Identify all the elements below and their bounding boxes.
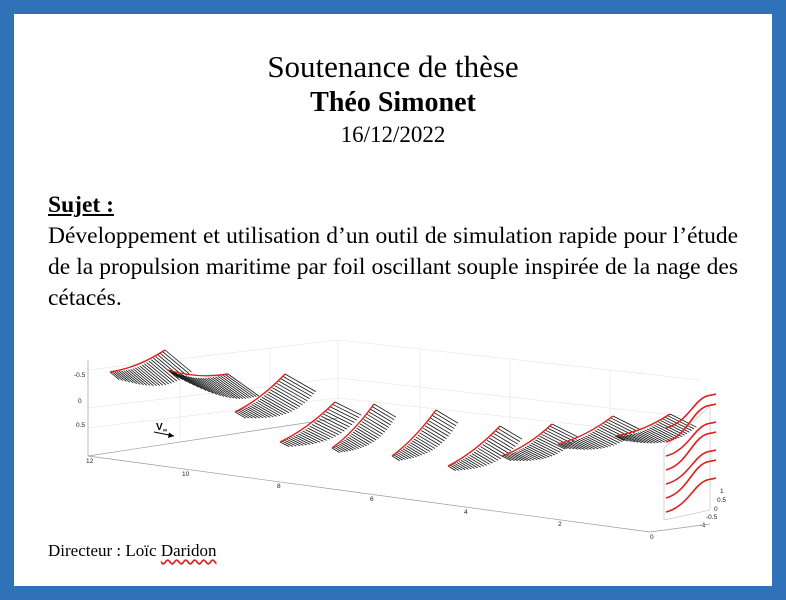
y-tick-label: 1 <box>720 488 724 495</box>
foil-snapshot <box>448 426 522 471</box>
velocity-label: V <box>156 422 163 433</box>
x-tick-label: 2 <box>558 521 562 528</box>
defense-date: 16/12/2022 <box>340 122 446 147</box>
x-tick-label: 0 <box>650 534 654 541</box>
foil-simulation-figure <box>70 320 730 550</box>
foil-simulation-plot <box>70 320 730 550</box>
x-tick-label: 10 <box>182 471 190 478</box>
foil-side-view <box>664 394 716 520</box>
foil-snapshot <box>110 350 191 386</box>
subject-text: Développement et utilisation d’un outil de simulation rapide pour l’étude de la propulsion maritime par foil oscillant souple inspirée de la nage des cétacés. <box>48 223 738 311</box>
z-tick-label: -0.5 <box>74 372 86 379</box>
foil-snapshot <box>332 404 396 453</box>
velocity-subscript: ∞ <box>163 428 168 434</box>
subject-label: Sujet : <box>48 192 114 218</box>
x-tick-label: 12 <box>86 458 94 465</box>
slide-header <box>0 48 786 150</box>
plot-axes <box>88 360 710 532</box>
subject-block <box>48 190 738 314</box>
z-tick-label: 0.5 <box>76 422 86 429</box>
x-tick-label: 4 <box>464 509 468 516</box>
foil-snapshot <box>502 424 578 461</box>
director-label: Directeur : Loïc <box>48 541 161 560</box>
x-tick-label: 6 <box>370 496 374 503</box>
foil-snapshots <box>110 350 696 471</box>
y-tick-label: 0 <box>714 506 718 513</box>
x-tick-label: 8 <box>277 483 281 490</box>
y-tick-label: -1 <box>700 522 706 529</box>
author-name: Théo Simonet <box>310 87 476 118</box>
z-tick-label: 0 <box>78 398 82 405</box>
slide-title: Soutenance de thèse <box>267 49 519 84</box>
foil-snapshot <box>392 410 458 461</box>
y-tick-label: -0.5 <box>706 514 718 521</box>
director-line <box>48 540 217 562</box>
y-tick-label: 0.5 <box>717 497 727 504</box>
foil-snapshot <box>235 374 316 418</box>
director-surname: Daridon <box>160 541 217 560</box>
